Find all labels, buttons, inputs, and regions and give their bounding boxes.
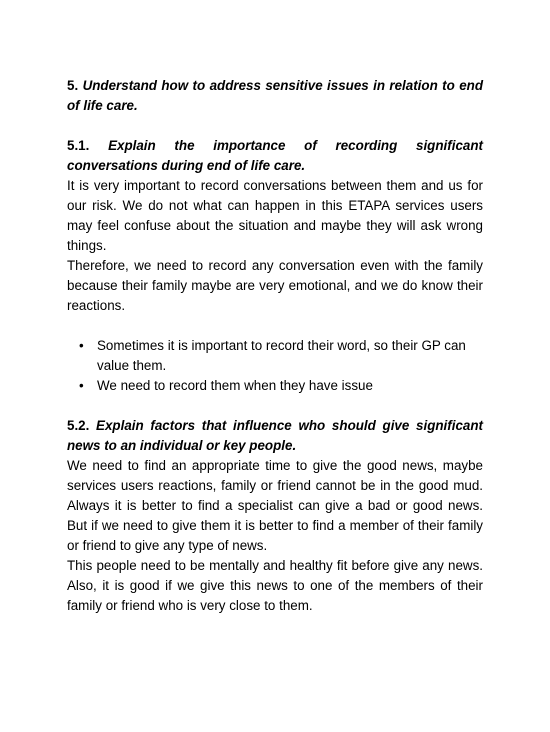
paragraph: This people need to be mentally and healthy fit before give any news. Also, it is good if we give this news to one of the members of their family or friend who is very close to them. [67, 558, 483, 613]
subsection-5-1-heading [67, 136, 483, 176]
bullet-list [67, 336, 483, 396]
list-item [79, 376, 483, 396]
subsection-5-2-number: 5.2. [67, 418, 90, 433]
subsection-5-1-number: 5.1. [67, 138, 90, 153]
list-item-text: Sometimes it is important to record their word, so their GP can value them. [97, 338, 466, 373]
bullet-icon: • [79, 378, 84, 393]
subsection-5-1-title: Explain the importance of recording significant conversations during end of life care. [67, 138, 483, 173]
list-item-text: We need to record them when they have issue [97, 378, 373, 393]
section-title: Understand how to address sensitive issues in relation to end of life care. [67, 78, 483, 113]
paragraph: Therefore, we need to record any conversation even with the family because their family maybe are very emotional, and we do know their reactions. [67, 258, 483, 313]
section-heading [67, 76, 483, 116]
list-item [79, 336, 483, 376]
subsection-5-2-title: Explain factors that influence who should give significant news to an individual or key people. [67, 418, 483, 453]
subsection-5-2-heading [67, 416, 483, 456]
section-number: 5. [67, 78, 79, 93]
paragraph: We need to find an appropriate time to give the good news, maybe services users reactions, family or friend cannot be in the good mud. Always it is better to find a specialist can give a bad or good news. But if we need to give them it is better to find a member of their family or friend to give any type of news. [67, 458, 483, 553]
paragraph: It is very important to record conversations between them and us for our risk. We do not what can happen in this ETAPA services users may feel confuse about the situation and maybe they will ask wrong things. [67, 178, 483, 253]
bullet-icon: • [79, 338, 84, 353]
